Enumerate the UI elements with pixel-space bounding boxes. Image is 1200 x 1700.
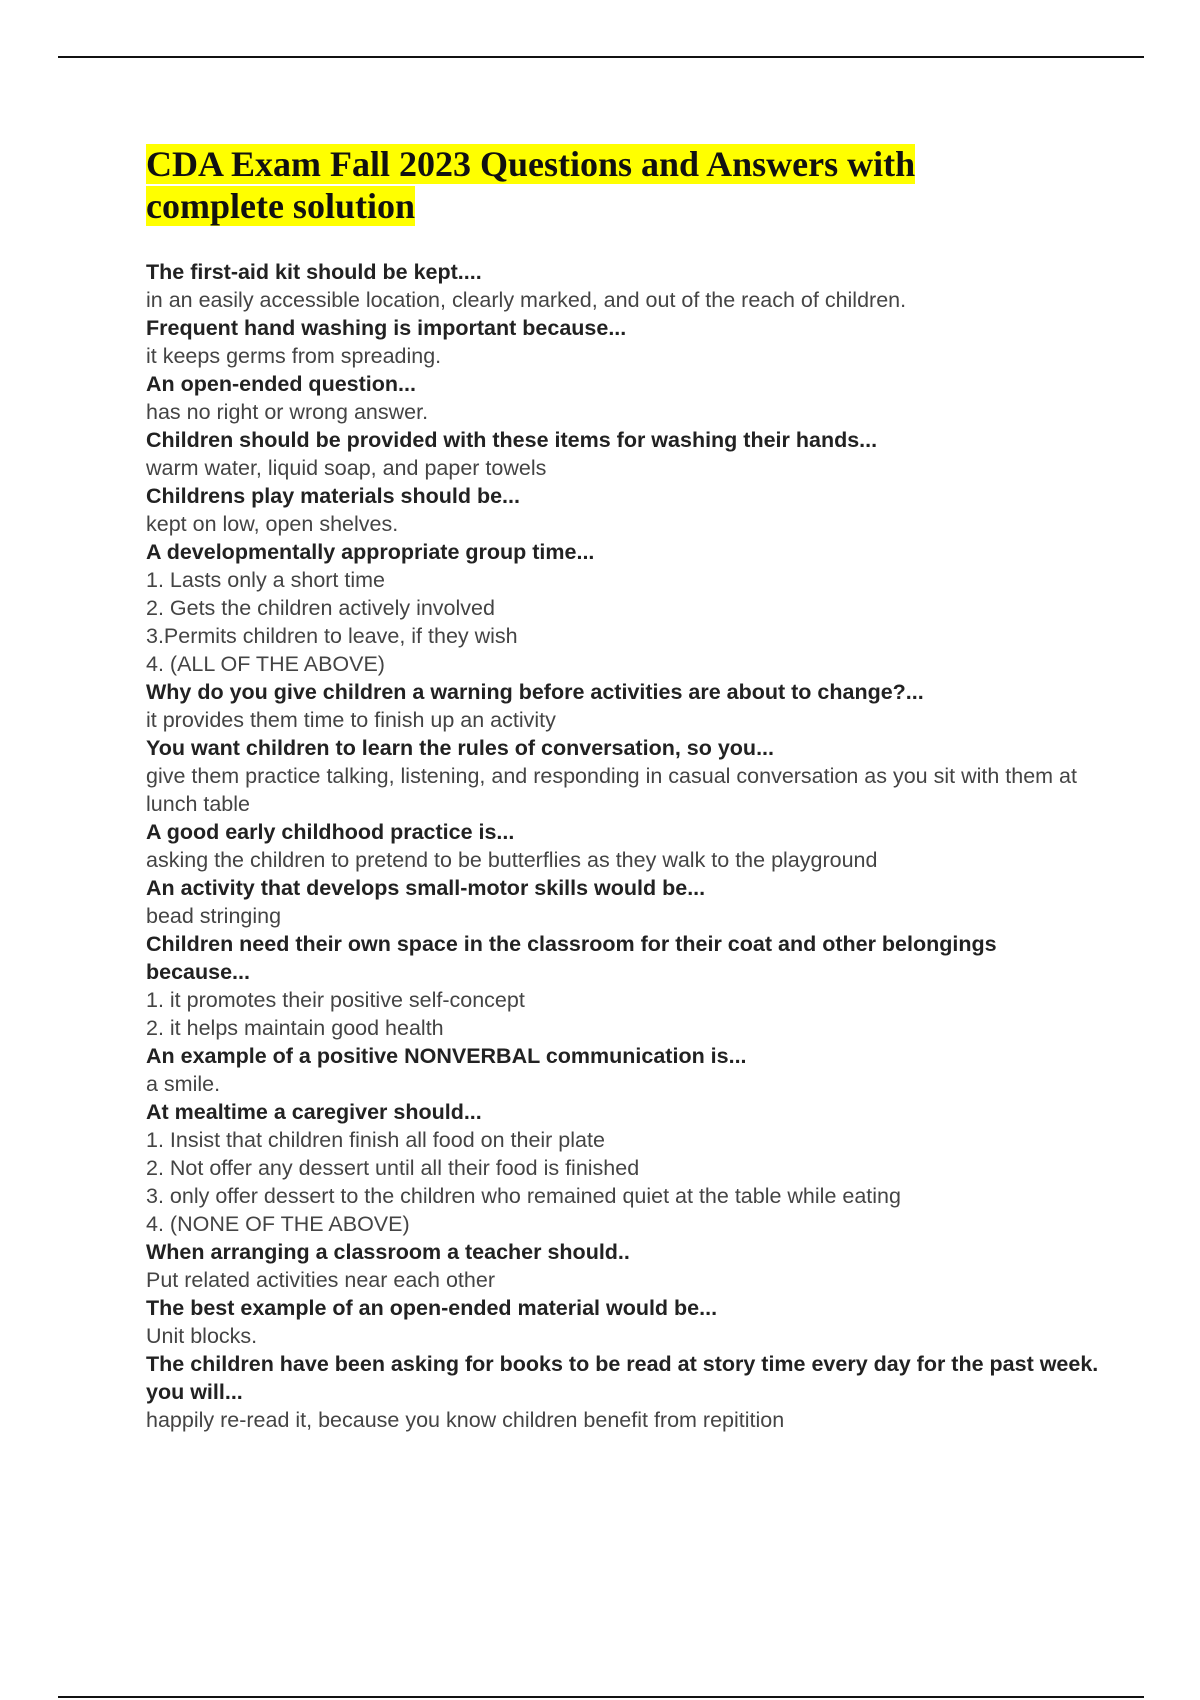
- answer: warm water, liquid soap, and paper towels: [146, 456, 547, 480]
- question: Why do you give children a warning before activities are about to change?...: [146, 680, 924, 704]
- document-title: [146, 143, 1046, 227]
- question: An open-ended question...: [146, 372, 416, 396]
- answer: 2. Gets the children actively involved: [146, 596, 495, 620]
- answer: 3. only offer dessert to the children who remained quiet at the table while eating: [146, 1184, 901, 1208]
- answer: 1. Lasts only a short time: [146, 568, 385, 592]
- answer: it keeps germs from spreading.: [146, 344, 442, 368]
- answer: 1. it promotes their positive self-concept: [146, 988, 525, 1012]
- answer: Put related activities near each other: [146, 1268, 495, 1292]
- question: A good early childhood practice is...: [146, 820, 515, 844]
- footer-rule: [58, 1696, 1144, 1698]
- question: Childrens play materials should be...: [146, 484, 520, 508]
- question: An example of a positive NONVERBAL communication is...: [146, 1044, 747, 1068]
- answer: bead stringing: [146, 904, 282, 928]
- answer: happily re-read it, because you know children benefit from repitition: [146, 1408, 785, 1432]
- question: The best example of an open-ended material would be...: [146, 1296, 718, 1320]
- answer: a smile.: [146, 1072, 221, 1096]
- header-rule: [58, 56, 1144, 58]
- question: When arranging a classroom a teacher should..: [146, 1240, 630, 1264]
- answer: it provides them time to finish up an activity: [146, 708, 556, 732]
- question: An activity that develops small-motor skills would be...: [146, 876, 706, 900]
- qa-list: [146, 258, 1106, 1434]
- title-highlight: CDA Exam Fall 2023 Questions and Answers with complete solution: [146, 144, 916, 226]
- answer: asking the children to pretend to be butterflies as they walk to the playground: [146, 848, 878, 872]
- question: Children need their own space in the classroom for their coat and other belongings because...: [146, 932, 997, 984]
- question: A developmentally appropriate group time...: [146, 540, 595, 564]
- answer: 3.Permits children to leave, if they wish: [146, 624, 518, 648]
- answer: Unit blocks.: [146, 1324, 258, 1348]
- question: Children should be provided with these items for washing their hands...: [146, 428, 878, 452]
- answer: kept on low, open shelves.: [146, 512, 399, 536]
- answer: 4. (ALL OF THE ABOVE): [146, 652, 385, 676]
- question: Frequent hand washing is important because...: [146, 316, 627, 340]
- answer: 4. (NONE OF THE ABOVE): [146, 1212, 410, 1236]
- question: The first-aid kit should be kept....: [146, 260, 482, 284]
- answer: has no right or wrong answer.: [146, 400, 429, 424]
- answer: in an easily accessible location, clearly marked, and out of the reach of children.: [146, 288, 907, 312]
- question: You want children to learn the rules of conversation, so you...: [146, 736, 774, 760]
- question: The children have been asking for books to be read at story time every day for the past week. you will...: [146, 1352, 1099, 1404]
- answer: 2. Not offer any dessert until all their food is finished: [146, 1156, 640, 1180]
- answer: 2. it helps maintain good health: [146, 1016, 444, 1040]
- answer: 1. Insist that children finish all food on their plate: [146, 1128, 605, 1152]
- question: At mealtime a caregiver should...: [146, 1100, 482, 1124]
- answer: give them practice talking, listening, and responding in casual conversation as you sit with them at lunch table: [146, 764, 1077, 816]
